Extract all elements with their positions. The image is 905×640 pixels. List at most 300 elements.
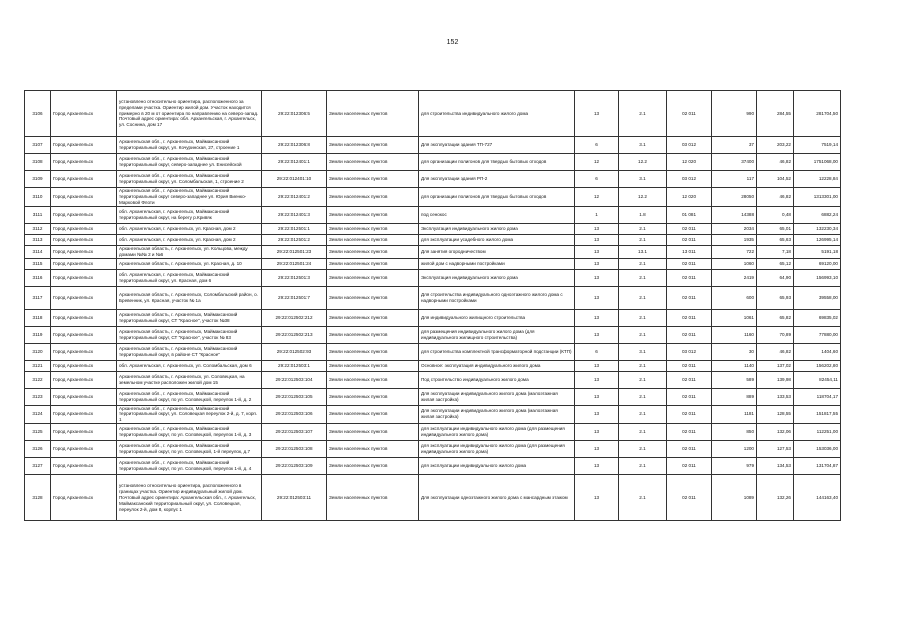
address-cell: обл. Архангельская, г. Архангельск, ул. Соломбальская, дом 6 — [117, 360, 262, 371]
cadastral-value-cell: 131704,87 — [794, 458, 841, 475]
cadastral-value-cell: 1751068,00 — [794, 154, 841, 171]
permitted-use-cell: Эксплуатация индивидуального жилого дома — [419, 269, 575, 286]
use-code-cell: 02 011 — [667, 371, 712, 388]
group-cell: 2.1 — [619, 309, 667, 326]
table-row — [25, 458, 841, 475]
row-number: 3116 — [25, 269, 51, 286]
cadastral-number-cell: 29:22:012501:2 — [262, 234, 327, 245]
permitted-use-cell: жилой дом с надворными постройками — [419, 258, 575, 269]
cadastral-value-cell: 69120,00 — [794, 258, 841, 269]
address-cell: Архангельская область, г. Архангельск, ул. Соловецкая, на земельном участке расположен жилой дом 15 — [117, 371, 262, 388]
cadastral-registry-table — [24, 90, 841, 521]
zone-cell: 13 — [575, 309, 619, 326]
table-row — [25, 154, 841, 171]
address-cell: Архангельская область, г. Архангельск, Маймаксанский территориальный округ, СТ "Красное", участок № 83 — [117, 326, 262, 343]
use-code-cell: 13 011 — [667, 245, 712, 258]
row-number: 3124 — [25, 405, 51, 424]
cadastral-number-cell: 29:22:012503:104 — [262, 371, 327, 388]
use-code-cell: 03 012 — [667, 137, 712, 154]
group-cell: 12.2 — [619, 154, 667, 171]
permitted-use-cell: для строительства комплектной трансформаторной подстанции (КТП) — [419, 343, 575, 360]
table-body — [25, 91, 841, 521]
municipality-cell: Город Архангельск — [51, 269, 117, 286]
table-row — [25, 371, 841, 388]
cadastral-number-cell: 29:22:012503:106 — [262, 405, 327, 424]
municipality-cell: Город Архангельск — [51, 371, 117, 388]
address-cell: обл. Архангельская, г. Архангельск, Маймаксанский территориальный округ, на берегу р.Кривяк — [117, 206, 262, 223]
row-number: 3111 — [25, 206, 51, 223]
table-row — [25, 326, 841, 343]
permitted-use-cell: Для эксплуатации индивидуального жилого дома (малоэтажная жилая застройка) — [419, 388, 575, 405]
row-number: 3113 — [25, 234, 51, 245]
address-cell: обл. Архангельская, г. Архангельск, Маймаксанский территориальный округ, ул. Красная, дом 6 — [117, 269, 262, 286]
cadastral-value-cell: 77880,00 — [794, 326, 841, 343]
municipality-cell: Город Архангельск — [51, 405, 117, 424]
group-cell: 2.1 — [619, 258, 667, 269]
table-row — [25, 258, 841, 269]
address-cell: Архангельская обл., г. Архангельск, Маймаксанский территориальный округ, ул. Соломбальская, 1, строение 2 — [117, 171, 262, 188]
table-row — [25, 171, 841, 188]
permitted-use-cell: Для эксплуатации индивидуального жилого дома (малоэтажная жилая застройка) — [419, 405, 575, 424]
cadastral-value-cell: 281704,50 — [794, 91, 841, 137]
land-category-cell: Земли населенных пунктов — [327, 223, 419, 234]
permitted-use-cell: Для индивидуального жилищного строительства — [419, 309, 575, 326]
table-row — [25, 188, 841, 207]
area-cell: 30 — [712, 343, 757, 360]
group-cell: 12.2 — [619, 188, 667, 207]
area-cell: 1160 — [712, 326, 757, 343]
municipality-cell: Город Архангельск — [51, 475, 117, 521]
group-cell: 2.1 — [619, 441, 667, 458]
area-cell: 979 — [712, 458, 757, 475]
address-cell: Архангельская область, г. Архангельск, Соломбальский район, о. Бревенник, ул. Красная, участок № 1а — [117, 286, 262, 309]
specific-value-cell: 65,01 — [757, 223, 794, 234]
municipality-cell: Город Архангельск — [51, 234, 117, 245]
area-cell: 600 — [712, 286, 757, 309]
specific-value-cell: 132,06 — [757, 424, 794, 441]
specific-value-cell: 65,12 — [757, 258, 794, 269]
group-cell: 2.1 — [619, 475, 667, 521]
area-cell: 990 — [712, 91, 757, 137]
municipality-cell: Город Архангельск — [51, 154, 117, 171]
group-cell: 2.1 — [619, 286, 667, 309]
area-cell: 2419 — [712, 269, 757, 286]
zone-cell: 13 — [575, 388, 619, 405]
land-category-cell: Земли населенных пунктов — [327, 309, 419, 326]
use-code-cell: 03 012 — [667, 343, 712, 360]
use-code-cell: 02 011 — [667, 441, 712, 458]
group-cell: 2.1 — [619, 91, 667, 137]
use-code-cell: 02 011 — [667, 424, 712, 441]
municipality-cell: Город Архангельск — [51, 441, 117, 458]
cadastral-number-cell: 29:22:012502:93 — [262, 343, 327, 360]
cadastral-number-cell: 29:22:012401:1 — [262, 154, 327, 171]
address-cell: Архангельская обл., г. Архангельск, Маймаксанский территориальный округ, ул. Кочуринская, 27, строение 1 — [117, 137, 262, 154]
municipality-cell: Город Архангельск — [51, 424, 117, 441]
cadastral-value-cell: 126995,14 — [794, 234, 841, 245]
use-code-cell: 02 011 — [667, 258, 712, 269]
cadastral-number-cell: 29:22:012501:3 — [262, 269, 327, 286]
row-number: 3120 — [25, 343, 51, 360]
municipality-cell: Город Архангельск — [51, 326, 117, 343]
municipality-cell: Город Архангельск — [51, 388, 117, 405]
area-cell: 1140 — [712, 360, 757, 371]
permitted-use-cell: для организации полигонов для твердых бытовых отходов — [419, 188, 575, 207]
permitted-use-cell: Для эксплуатации здания РП-2 — [419, 171, 575, 188]
specific-value-cell: 46,82 — [757, 343, 794, 360]
row-number: 3107 — [25, 137, 51, 154]
zone-cell: 13 — [575, 441, 619, 458]
cadastral-number-cell: 29:22:012503:108 — [262, 441, 327, 458]
group-cell: 2.1 — [619, 223, 667, 234]
municipality-cell: Город Архангельск — [51, 360, 117, 371]
row-number: 3117 — [25, 286, 51, 309]
permitted-use-cell: Для эксплуатации здания ТП-727 — [419, 137, 575, 154]
cadastral-number-cell: 29:22:012503:105 — [262, 388, 327, 405]
row-number: 3109 — [25, 171, 51, 188]
specific-value-cell: 65,63 — [757, 234, 794, 245]
use-code-cell: 02 011 — [667, 360, 712, 371]
table-row — [25, 309, 841, 326]
land-category-cell: Земли населенных пунктов — [327, 371, 419, 388]
zone-cell: 13 — [575, 475, 619, 521]
address-cell: Архангельская обл., г. Архангельск, Маймаксанский территориальный округ, ул. Соловецкая переулок 2-й, д. 7, корп. 1 — [117, 405, 262, 424]
address-cell: Архангельская обл., г. Архангельск, Маймаксанский территориальный округ, по ул. Соловецкой, переулок 1-й, д. 3 — [117, 424, 262, 441]
permitted-use-cell: Эксплуатация индивидуального жилого дома — [419, 223, 575, 234]
address-cell: Архангельская область, г. Архангельск, ул. Кольцова, между домами №№ 2 и №6 — [117, 245, 262, 258]
zone-cell: 13 — [575, 245, 619, 258]
row-number: 3125 — [25, 424, 51, 441]
table-row — [25, 360, 841, 371]
zone-cell: 13 — [575, 223, 619, 234]
cadastral-value-cell: 156993,10 — [794, 269, 841, 286]
group-cell: 2.1 — [619, 405, 667, 424]
land-category-cell: Земли населенных пунктов — [327, 326, 419, 343]
row-number: 3114 — [25, 245, 51, 258]
specific-value-cell: 284,55 — [757, 91, 794, 137]
permitted-use-cell: Для строительства индивидуального одноэтажного жилого дома с надворными постройками — [419, 286, 575, 309]
group-cell: 2.1 — [619, 424, 667, 441]
address-cell: Архангельская обл., г. Архангельск, Маймаксанский территориальный округ северо-западнее ул. Юрия Виенко-Марковой Флоти — [117, 188, 262, 207]
municipality-cell: Город Архангельск — [51, 343, 117, 360]
zone-cell: 13 — [575, 405, 619, 424]
cadastral-number-cell: 29:22:012502:212 — [262, 309, 327, 326]
cadastral-number-cell: 29:22:012503:109 — [262, 458, 327, 475]
specific-value-cell: 133,53 — [757, 388, 794, 405]
specific-value-cell: 203,22 — [757, 137, 794, 154]
zone-cell: 6 — [575, 171, 619, 188]
zone-cell: 13 — [575, 269, 619, 286]
specific-value-cell: 7,18 — [757, 245, 794, 258]
use-code-cell: 03 012 — [667, 171, 712, 188]
page-number: 152 — [446, 39, 459, 46]
use-code-cell: 02 011 — [667, 388, 712, 405]
address-cell: Архангельская обл., г. Архангельск, Маймаксанский территориальный округ, по ул. Соловецкой, переулок 1-й, д. 2 — [117, 388, 262, 405]
cadastral-value-cell: 6882,24 — [794, 206, 841, 223]
zone-cell: 13 — [575, 371, 619, 388]
cadastral-number-cell: 29:22:012501:23 — [262, 245, 327, 258]
row-number: 3110 — [25, 188, 51, 207]
municipality-cell: Город Архангельск — [51, 286, 117, 309]
land-category-cell: Земли населенных пунктов — [327, 286, 419, 309]
cadastral-number-cell: 29:22:012503:107 — [262, 424, 327, 441]
use-code-cell: 12 020 — [667, 154, 712, 171]
group-cell: 3.1 — [619, 137, 667, 154]
area-cell: 1061 — [712, 309, 757, 326]
area-cell: 37 — [712, 137, 757, 154]
cadastral-value-cell: 156202,80 — [794, 360, 841, 371]
use-code-cell: 02 011 — [667, 269, 712, 286]
cadastral-value-cell: 151817,55 — [794, 405, 841, 424]
land-category-cell: Земли населенных пунктов — [327, 245, 419, 258]
land-category-cell: Земли населенных пунктов — [327, 405, 419, 424]
municipality-cell: Город Архангельск — [51, 188, 117, 207]
land-category-cell: Земли населенных пунктов — [327, 360, 419, 371]
cadastral-value-cell: 118704,17 — [794, 388, 841, 405]
specific-value-cell: 46,82 — [757, 188, 794, 207]
municipality-cell: Город Архангельск — [51, 91, 117, 137]
municipality-cell: Город Архангельск — [51, 223, 117, 234]
row-number: 3118 — [25, 309, 51, 326]
table-row — [25, 137, 841, 154]
group-cell: 2.1 — [619, 269, 667, 286]
specific-value-cell: 137,02 — [757, 360, 794, 371]
cadastral-number-cell: 29:22:012502:213 — [262, 326, 327, 343]
permitted-use-cell: для организации полигонов для твердых бытовых отходов — [419, 154, 575, 171]
row-number: 3115 — [25, 258, 51, 269]
area-cell: 1060 — [712, 258, 757, 269]
use-code-cell: 02 011 — [667, 475, 712, 521]
zone-cell: 1 — [575, 206, 619, 223]
group-cell: 2.1 — [619, 371, 667, 388]
cadastral-value-cell: 1404,60 — [794, 343, 841, 360]
specific-value-cell: 134,53 — [757, 458, 794, 475]
group-cell: 2.1 — [619, 234, 667, 245]
cadastral-number-cell: 29:22:012306:5 — [262, 91, 327, 137]
table-row — [25, 405, 841, 424]
table-row — [25, 388, 841, 405]
table-row — [25, 206, 841, 223]
specific-value-cell: 70,89 — [757, 326, 794, 343]
land-category-cell: Земли населенных пунктов — [327, 441, 419, 458]
permitted-use-cell: под сенокос — [419, 206, 575, 223]
land-category-cell: Земли населенных пунктов — [327, 258, 419, 269]
land-category-cell: Земли населенных пунктов — [327, 458, 419, 475]
group-cell: 2.1 — [619, 458, 667, 475]
group-cell: 2.1 — [619, 388, 667, 405]
address-cell: Архангельская область, г. Архангельск, Маймаксанский территориальный округ, СТ "Красное", участок №38 — [117, 309, 262, 326]
table-row — [25, 286, 841, 309]
municipality-cell: Город Архангельск — [51, 458, 117, 475]
table-row — [25, 343, 841, 360]
area-cell: 2034 — [712, 223, 757, 234]
zone-cell: 13 — [575, 91, 619, 137]
permitted-use-cell: для эксплуатации индивидуального жилого дома (для размещения индивидуального жилого дома) — [419, 441, 575, 458]
row-number: 3121 — [25, 360, 51, 371]
zone-cell: 13 — [575, 326, 619, 343]
row-number: 3119 — [25, 326, 51, 343]
permitted-use-cell: для эксплуатации усадебного жилого дома — [419, 234, 575, 245]
specific-value-cell: 0,48 — [757, 206, 794, 223]
cadastral-number-cell: 29:22:012503:11 — [262, 475, 327, 521]
specific-value-cell: 64,90 — [757, 269, 794, 286]
table-row — [25, 475, 841, 521]
table-row — [25, 234, 841, 245]
permitted-use-cell: для размещения индивидуального жилого дома (для индивидуального жилищного строительства) — [419, 326, 575, 343]
land-category-cell: Земли населенных пунктов — [327, 137, 419, 154]
specific-value-cell: 65,82 — [757, 309, 794, 326]
specific-value-cell: 128,55 — [757, 405, 794, 424]
address-cell: Архангельская область, г. Архангельск, Маймаксанский территориальный округ, в районе СТ "Красное" — [117, 343, 262, 360]
table-row — [25, 91, 841, 137]
row-number: 3108 — [25, 154, 51, 171]
zone-cell: 13 — [575, 424, 619, 441]
land-category-cell: Земли населенных пунктов — [327, 343, 419, 360]
cadastral-value-cell: 82454,11 — [794, 371, 841, 388]
use-code-cell: 12 020 — [667, 188, 712, 207]
cadastral-number-cell: 29:22:012501:7 — [262, 286, 327, 309]
cadastral-number-cell: 29:22:012401:2 — [262, 188, 327, 207]
address-cell: обл. Архангельская, г. Архангельск, ул. Красная, дом 2 — [117, 223, 262, 234]
address-cell: установлено относительно ориентира, расположенного за пределами участка. Ориентир жилой дом. Участок находится примерно в 20 м от ориентира по направлению на северо-запад. Почтовый адрес ориентира: обл. Архангельская, г. Архангельск, ул. Соснина, дом 17 — [117, 91, 262, 137]
area-cell: 28050 — [712, 188, 757, 207]
cadastral-value-cell: 112251,00 — [794, 424, 841, 441]
table-row — [25, 269, 841, 286]
group-cell: 2.1 — [619, 326, 667, 343]
cadastral-number-cell: 29:22:012401:3 — [262, 206, 327, 223]
land-category-cell: Земли населенных пунктов — [327, 206, 419, 223]
area-cell: 589 — [712, 371, 757, 388]
land-category-cell: Земли населенных пунктов — [327, 269, 419, 286]
group-cell: 3.1 — [619, 171, 667, 188]
specific-value-cell: 132,26 — [757, 475, 794, 521]
table-row — [25, 245, 841, 258]
address-cell: Архангельская обл., г. Архангельск, Маймаксанский территориальный округ, по ул. Соловецкой, 1-й переулок, д.7 — [117, 441, 262, 458]
use-code-cell: 02 011 — [667, 91, 712, 137]
area-cell: 117 — [712, 171, 757, 188]
row-number: 3112 — [25, 223, 51, 234]
cadastral-number-cell: 29:22:012501:24 — [262, 258, 327, 269]
row-number: 3106 — [25, 91, 51, 137]
specific-value-cell: 65,93 — [757, 286, 794, 309]
permitted-use-cell: Под строительство индивидуального жилого дома — [419, 371, 575, 388]
use-code-cell: 02 011 — [667, 234, 712, 245]
specific-value-cell: 139,98 — [757, 371, 794, 388]
permitted-use-cell: для эксплуатации индивидуального жилого дома — [419, 458, 575, 475]
land-category-cell: Земли населенных пунктов — [327, 188, 419, 207]
table-row — [25, 424, 841, 441]
land-category-cell: Земли населенных пунктов — [327, 475, 419, 521]
use-code-cell: 02 011 — [667, 458, 712, 475]
address-cell: Архангельская обл., г. Архангельск, Маймаксанский территориальный округ, северо-западнее ул. Енисейской — [117, 154, 262, 171]
area-cell: 37400 — [712, 154, 757, 171]
cadastral-value-cell: 5191,18 — [794, 245, 841, 258]
zone-cell: 13 — [575, 234, 619, 245]
address-cell: установлено относительно ориентира, расположенного в границах участка. Ориентир индивидуальный жилой дом. Почтовый адрес ориентира: Архангельская обл., г. Архангельск, Маймаксанский территориальный округ, ул. Соловецкая, переулок 2-й, дом 8, корпус 1 — [117, 475, 262, 521]
table-row — [25, 223, 841, 234]
cadastral-value-cell: 12228,84 — [794, 171, 841, 188]
cadastral-value-cell: 39558,00 — [794, 286, 841, 309]
group-cell: 2.1 — [619, 360, 667, 371]
specific-value-cell: 46,82 — [757, 154, 794, 171]
permitted-use-cell: Основное: эксплуатация индивидуального жилого дома — [419, 360, 575, 371]
use-code-cell: 02 011 — [667, 286, 712, 309]
cadastral-value-cell: 69835,02 — [794, 309, 841, 326]
row-number: 3122 — [25, 371, 51, 388]
land-category-cell: Земли населенных пунктов — [327, 91, 419, 137]
cadastral-value-cell: 132230,34 — [794, 223, 841, 234]
address-cell: обл. Архангельская, г. Архангельск, ул. Красная, дом 2 — [117, 234, 262, 245]
address-cell: Архангельская область, г. Архангельск, ул. Красная, д. 10 — [117, 258, 262, 269]
zone-cell: 13 — [575, 258, 619, 269]
municipality-cell: Город Архангельск — [51, 309, 117, 326]
zone-cell: 13 — [575, 286, 619, 309]
zone-cell: 12 — [575, 188, 619, 207]
address-cell: Архангельская обл., г. Архангельск, Маймаксанский территориальный округ, по ул. Соловецкой, переулок 1-й, д. 4 — [117, 458, 262, 475]
row-number: 3123 — [25, 388, 51, 405]
area-cell: 1089 — [712, 475, 757, 521]
use-code-cell: 01 081 — [667, 206, 712, 223]
area-cell: 1200 — [712, 441, 757, 458]
zone-cell: 13 — [575, 458, 619, 475]
zone-cell: 12 — [575, 154, 619, 171]
land-category-cell: Земли населенных пунктов — [327, 424, 419, 441]
municipality-cell: Город Архангельск — [51, 171, 117, 188]
land-category-cell: Земли населенных пунктов — [327, 154, 419, 171]
group-cell: 13.1 — [619, 245, 667, 258]
cadastral-value-cell: 153036,00 — [794, 441, 841, 458]
cadastral-number-cell: 29:22:012501:1 — [262, 223, 327, 234]
area-cell: 1935 — [712, 234, 757, 245]
land-category-cell: Земли населенных пунктов — [327, 234, 419, 245]
permitted-use-cell: Для занятия огородничеством — [419, 245, 575, 258]
cadastral-value-cell: 7519,14 — [794, 137, 841, 154]
municipality-cell: Город Архангельск — [51, 245, 117, 258]
area-cell: 850 — [712, 424, 757, 441]
area-cell: 889 — [712, 388, 757, 405]
cadastral-number-cell: 29:22:012401:10 — [262, 171, 327, 188]
cadastral-value-cell: 1313301,00 — [794, 188, 841, 207]
area-cell: 14388 — [712, 206, 757, 223]
use-code-cell: 02 011 — [667, 326, 712, 343]
municipality-cell: Город Архангельск — [51, 258, 117, 269]
cadastral-number-cell: 29:22:012503:1 — [262, 360, 327, 371]
row-number: 3126 — [25, 441, 51, 458]
cadastral-value-cell: 144163,40 — [794, 475, 841, 521]
area-cell: 1181 — [712, 405, 757, 424]
specific-value-cell: 104,52 — [757, 171, 794, 188]
permitted-use-cell: для эксплуатации индивидуального жилого дома (для размещения индивидуального жилого дома) — [419, 424, 575, 441]
land-category-cell: Земли населенных пунктов — [327, 171, 419, 188]
row-number: 3127 — [25, 458, 51, 475]
land-category-cell: Земли населенных пунктов — [327, 388, 419, 405]
permitted-use-cell: для строительства индивидуального жилого дома — [419, 91, 575, 137]
zone-cell: 6 — [575, 343, 619, 360]
permitted-use-cell: Для эксплуатации одноэтажного жилого дома с мансардным этажом — [419, 475, 575, 521]
zone-cell: 6 — [575, 137, 619, 154]
municipality-cell: Город Архангельск — [51, 206, 117, 223]
municipality-cell: Город Архангельск — [51, 137, 117, 154]
use-code-cell: 02 011 — [667, 309, 712, 326]
zone-cell: 13 — [575, 360, 619, 371]
table-row — [25, 441, 841, 458]
group-cell: 3.1 — [619, 343, 667, 360]
use-code-cell: 02 011 — [667, 405, 712, 424]
area-cell: 722 — [712, 245, 757, 258]
use-code-cell: 02 011 — [667, 223, 712, 234]
row-number: 3128 — [25, 475, 51, 521]
cadastral-number-cell: 29:22:012306:8 — [262, 137, 327, 154]
